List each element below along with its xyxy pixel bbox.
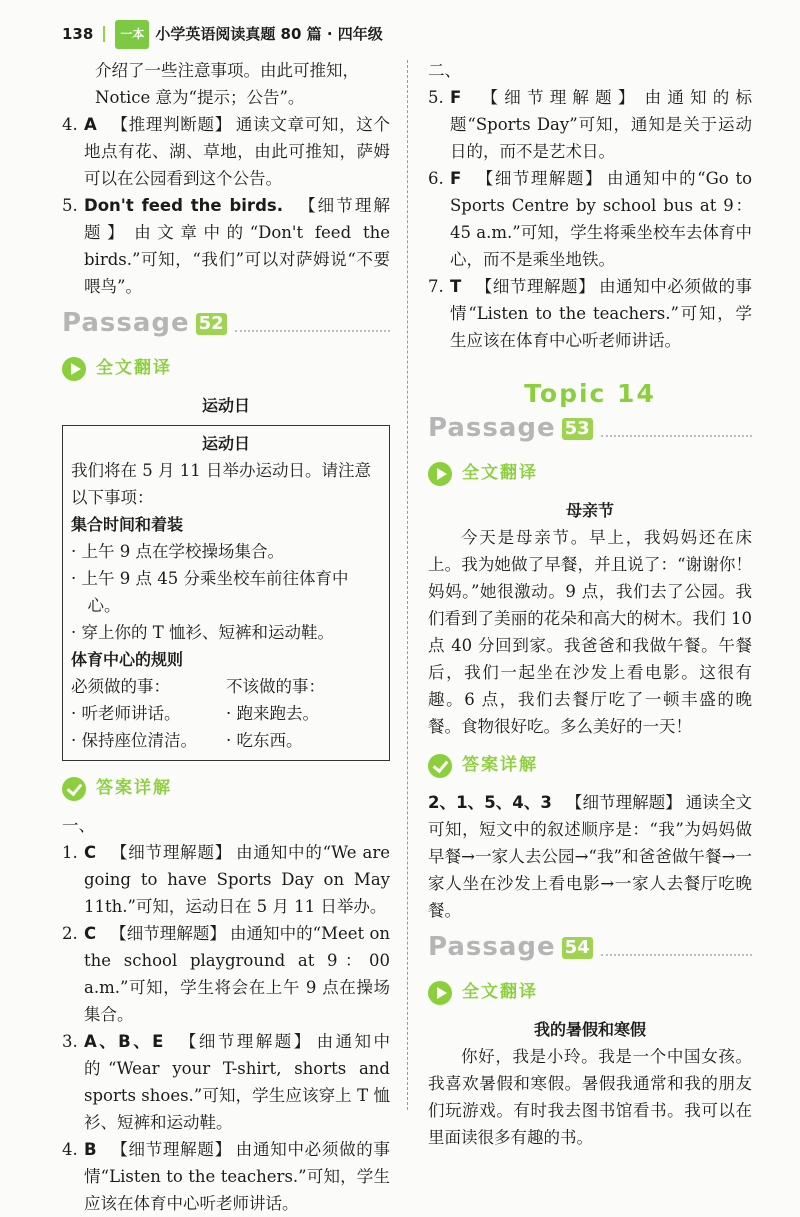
item-number: 5. — [62, 196, 78, 215]
item-answer: T — [450, 277, 462, 296]
rules-heading: 体育中心的规则 — [71, 650, 184, 669]
item-text: 由通知中必须做的事情“Listen to the teachers.”可知，学生应该在体育中心听老师讲话。 — [84, 1140, 391, 1213]
item-tag: 【细节理解题】 — [84, 196, 390, 242]
item-number: 4. — [62, 1140, 78, 1159]
answers-label: 答案详解 — [96, 778, 172, 798]
rules-table — [71, 673, 381, 754]
item-text: 由文章中的“Don't feed the birds.”可知，“我们”可以对萨姆说“不要喂鸟”。 — [84, 223, 390, 296]
notice-intro: 我们将在 5 月 11 日举办运动日。请注意以下事项： — [71, 461, 371, 507]
translation-heading — [62, 355, 390, 382]
brand-logo: 一本 — [115, 20, 149, 49]
item-text: 由通知中的“Meet on the school playground at 9：00 a.m.”可知，学生将会在上午 9 点在操场集合。 — [84, 924, 391, 1024]
item-tag: 【细节理解题】 — [110, 1140, 232, 1159]
item-tag: 【细节理解题】 — [475, 88, 641, 107]
left-column — [62, 57, 390, 1217]
gather-item: · 上午 9 点 45 分乘坐校车前往体育中心。 — [71, 569, 349, 615]
item-number: 1. — [62, 843, 78, 862]
gather-item: · 穿上你的 T 恤衫、短裤和运动鞋。 — [71, 623, 334, 642]
item-answer: A — [84, 115, 97, 134]
translation-heading — [428, 979, 752, 1006]
passage-heading-53 — [428, 415, 752, 442]
passage-heading-52 — [62, 310, 390, 337]
play-icon — [428, 462, 452, 486]
dotted-rule — [235, 316, 390, 332]
notice-box — [62, 425, 390, 761]
header-separator — [103, 26, 105, 42]
answer-item — [428, 165, 752, 273]
item-number: 2. — [62, 924, 78, 943]
mustnot-column — [226, 673, 381, 754]
passage-word: Passage — [428, 932, 556, 962]
continued-line: 介绍了一些注意事项。由此可推知， — [95, 61, 359, 80]
translation-label: 全文翻译 — [462, 463, 538, 483]
passage-title: 我的暑假和寒假 — [533, 1020, 646, 1039]
part-one-label: 一、 — [62, 816, 95, 835]
item-number: 6. — [428, 169, 444, 188]
play-icon — [62, 357, 86, 381]
item-number: 5. — [428, 88, 444, 107]
answer-item — [62, 1136, 390, 1217]
dotted-rule — [601, 940, 752, 956]
item-answer: 2、1、5、4、3 — [428, 793, 552, 812]
answers-label: 答案详解 — [462, 755, 538, 775]
notice-title: 运动日 — [201, 434, 250, 453]
passage-body: 你好，我是小玲。我是一个中国女孩。我喜欢暑假和寒假。暑假我通常和我的朋友们玩游戏。有时我去图书馆看书。我可以在里面读很多有趣的书。 — [428, 1047, 752, 1147]
dotted-rule — [601, 421, 752, 437]
translation-label: 全文翻译 — [462, 982, 538, 1002]
item-tag: 【细节理解题】 — [565, 793, 682, 812]
item-text: 通读全文可知，短文中的叙述顺序是：“我”为妈妈做早餐→一家人去公园→“我”和爸爸做午餐→一家人坐在沙发上看电影→一家人去餐厅吃晚餐。 — [428, 793, 753, 920]
passage-number: 53 — [562, 418, 593, 440]
gather-item: · 上午 9 点在学校操场集合。 — [71, 542, 284, 561]
item-answer: F — [450, 169, 462, 188]
topic-heading: Topic 14 — [524, 379, 656, 408]
passage-number: 54 — [562, 937, 593, 959]
answer-item — [62, 920, 390, 1028]
item-tag: 【细节理解题】 — [475, 277, 596, 296]
answer-item — [428, 84, 752, 165]
answer-paragraph — [428, 789, 752, 924]
must-heading: 必须做的事： — [71, 677, 170, 696]
translation-heading — [428, 460, 752, 487]
passage-body: 今天是母亲节。早上，我妈妈还在床上。我为她做了早餐，并且说了：“谢谢你！妈妈。”她很激动。9 点，我们去了公园。我们看到了美丽的花朵和高大的树木。我们 10 点 40 分回到家。我爸爸和我做午餐。午餐后，我们一起坐在沙发上看电影。这很有趣。6 点，我们去餐厅吃了一顿丰盛的晚餐。食物很好吃。多么美好的一天！ — [428, 528, 752, 736]
answer-item — [62, 839, 390, 920]
answer-item — [62, 111, 390, 192]
item-tag: 【推理判断题】 — [110, 115, 232, 134]
item-number: 3. — [62, 1032, 78, 1051]
part-two-label: 二、 — [428, 61, 461, 80]
right-column — [428, 57, 752, 1151]
passage-word: Passage — [428, 413, 556, 443]
page-header — [62, 22, 383, 46]
item-answer: Don't feed the birds. — [84, 196, 283, 215]
must-item: · 听老师讲话。 — [71, 704, 181, 723]
page-number: 138 — [62, 24, 94, 43]
passage-word: Passage — [62, 308, 190, 338]
check-icon — [62, 777, 86, 801]
must-item: · 保持座位清洁。 — [71, 731, 197, 750]
mustnot-item: · 跑来跑去。 — [226, 704, 319, 723]
mustnot-item: · 吃东西。 — [226, 731, 303, 750]
item-number: 4. — [62, 115, 78, 134]
answers-heading — [428, 752, 752, 779]
item-tag: 【细节理解题】 — [110, 924, 226, 943]
item-number: 7. — [428, 277, 444, 296]
item-answer: F — [450, 88, 462, 107]
item-tag: 【细节理解题】 — [475, 169, 603, 188]
item-text: 由通知中必须做的事情“Listen to the teachers.”可知，学生应该在体育中心听老师讲话。 — [450, 277, 753, 350]
item-text: 由通知中的“We are going to have Sports Day on May 11th.”可知，运动日在 5 月 11 日举办。 — [84, 843, 390, 916]
item-tag: 【细节理解题】 — [110, 843, 233, 862]
gather-heading: 集合时间和着装 — [71, 515, 184, 534]
play-icon — [428, 981, 452, 1005]
continued-line: Notice 意为“提示；公告”。 — [95, 88, 305, 107]
item-answer: C — [84, 843, 97, 862]
item-answer: C — [84, 924, 97, 943]
item-answer: A、B、E — [84, 1032, 164, 1051]
item-text: 由通知中的“Go to Sports Centre by school bus at 9：45 a.m.”可知，学生将乘坐校车去体育中心，而不是乘坐地铁。 — [450, 169, 753, 269]
item-answer: B — [84, 1140, 97, 1159]
item-text: 通读文章可知，这个地点有花、湖、草地，由此可推知，萨姆可以在公园看到这个公告。 — [84, 115, 390, 188]
mustnot-heading: 不该做的事： — [226, 677, 325, 696]
item-text: 由通知中的“Wear your T-shirt, shorts and sports shoes.”可知，学生应该穿上 T 恤衫、短裤和运动鞋。 — [84, 1032, 391, 1132]
passage-heading-54 — [428, 934, 752, 961]
passage-number: 52 — [196, 313, 227, 335]
answer-item — [62, 1028, 390, 1136]
answers-heading — [62, 775, 390, 802]
book-title: 小学英语阅读真题 80 篇 · 四年级 — [155, 24, 383, 43]
answer-item — [62, 192, 390, 300]
column-divider — [407, 60, 408, 1110]
translation-label: 全文翻译 — [96, 358, 172, 378]
item-tag: 【细节理解题】 — [177, 1032, 313, 1051]
answer-item — [428, 273, 752, 354]
passage-title: 运动日 — [201, 396, 250, 415]
item-text: 由通知的标题“Sports Day”可知，通知是关于运动日的，而不是艺术日。 — [450, 88, 752, 161]
passage-title: 母亲节 — [565, 501, 614, 520]
check-icon — [428, 754, 452, 778]
must-column — [71, 673, 226, 754]
